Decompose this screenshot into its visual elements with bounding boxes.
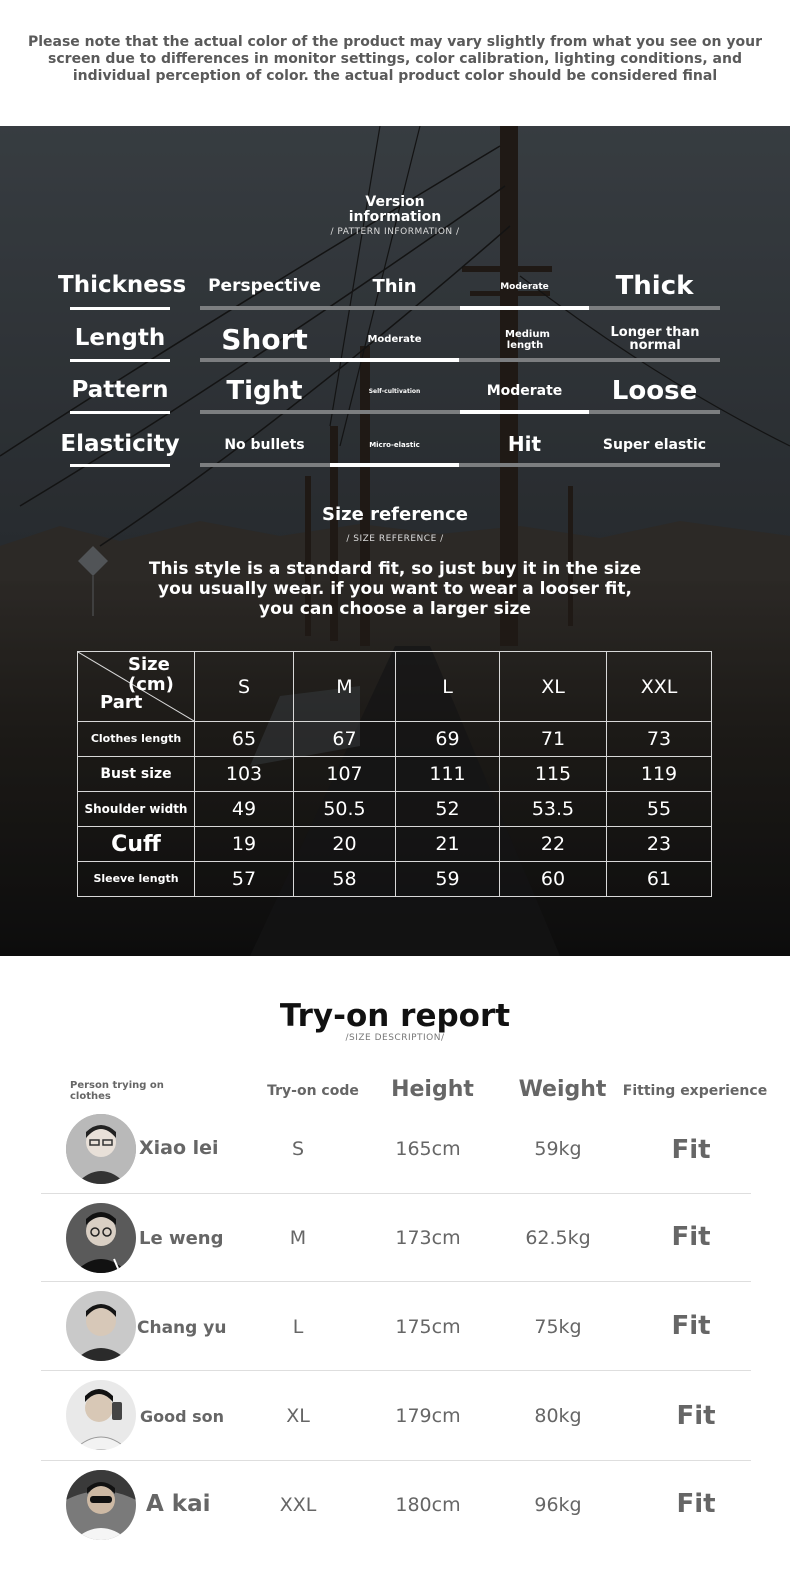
tester-name: Chang yu	[137, 1318, 227, 1338]
attr-label-elasticity: Elasticity	[60, 431, 180, 457]
option-moderate: Moderate	[500, 282, 549, 292]
size-header-cell: XL	[500, 652, 607, 722]
part-cell: Shoulder width	[78, 792, 195, 827]
try-on-report-subtitle: /SIZE DESCRIPTION/	[345, 1033, 445, 1043]
size-chart-table	[77, 651, 712, 897]
option-longer-than-normal: Longer than normal	[610, 325, 700, 353]
row-divider	[41, 1281, 751, 1282]
row-divider	[41, 1370, 751, 1371]
attr-label-thickness: Thickness	[58, 272, 187, 298]
avatar-portrait	[66, 1114, 136, 1184]
value-cell: 61	[607, 862, 712, 897]
size-reference-subtitle: / SIZE REFERENCE /	[346, 534, 444, 544]
option-short: Short	[221, 323, 308, 356]
value-cell: 52	[396, 792, 500, 827]
table-row	[78, 827, 712, 862]
try-on-report-title: Try-on report	[279, 998, 511, 1034]
option-tight: Tight	[226, 376, 303, 406]
table-row	[78, 792, 712, 827]
avatar	[66, 1470, 136, 1540]
avatar-portrait	[66, 1380, 136, 1450]
value-cell: 59	[396, 862, 500, 897]
value-cell: 111	[396, 757, 500, 792]
avatar	[66, 1203, 136, 1273]
attr-underline	[70, 307, 170, 310]
header-weight: Weight	[518, 1077, 607, 1102]
avatar	[66, 1114, 136, 1184]
try-on-code: XL	[286, 1405, 310, 1427]
avatar-portrait	[66, 1203, 136, 1273]
header-height: Height	[391, 1077, 474, 1102]
fit-result: Fit	[671, 1311, 711, 1341]
header-person: Person trying on clothes	[70, 1080, 164, 1102]
value-cell: 50.5	[294, 792, 396, 827]
option-hit: Hit	[507, 432, 542, 456]
version-info-title: Version information	[348, 194, 442, 225]
corner-unit-label: (cm)	[128, 674, 174, 695]
avatar	[66, 1380, 136, 1450]
tester-name: Good son	[140, 1407, 225, 1426]
fit-result: Fit	[671, 1135, 711, 1165]
length-track	[200, 358, 720, 362]
attr-underline	[70, 359, 170, 362]
disclaimer-line: screen due to differences in monitor settings, color calibration, lighting conditions, and	[48, 51, 742, 67]
value-cell: 53.5	[500, 792, 607, 827]
tester-weight: 75kg	[534, 1316, 582, 1338]
value-cell: 69	[396, 722, 500, 757]
header-try-on-code: Try-on code	[267, 1083, 359, 1099]
size-reference-title: Size reference	[322, 504, 468, 525]
value-cell: 19	[195, 827, 294, 862]
tester-height: 165cm	[395, 1138, 461, 1160]
option-loose: Loose	[611, 376, 698, 406]
value-cell: 103	[195, 757, 294, 792]
corner-part-label: Part	[100, 692, 143, 713]
version-info-subtitle: / PATTERN INFORMATION /	[330, 227, 460, 237]
part-cell: Bust size	[78, 757, 195, 792]
attr-label-length: Length	[74, 325, 166, 351]
thickness-selected-indicator	[460, 306, 589, 310]
tester-height: 175cm	[395, 1316, 461, 1338]
avatar-portrait	[66, 1291, 136, 1361]
table-row	[78, 862, 712, 897]
part-cell: Sleeve length	[78, 862, 195, 897]
row-divider	[41, 1193, 751, 1194]
header-fitting-experience: Fitting experience	[622, 1083, 768, 1099]
option-thin: Thin	[372, 276, 417, 297]
option-medium-length: Medium length	[505, 329, 550, 351]
pattern-selected-indicator	[460, 410, 589, 414]
tester-height: 173cm	[395, 1227, 461, 1249]
try-on-code: S	[291, 1138, 305, 1160]
avatar	[66, 1291, 136, 1361]
value-cell: 71	[500, 722, 607, 757]
table-row	[78, 722, 712, 757]
option-super-elastic: Super elastic	[602, 437, 707, 453]
row-divider	[41, 1460, 751, 1461]
option-moderate: Moderate	[486, 383, 563, 399]
value-cell: 107	[294, 757, 396, 792]
value-cell: 49	[195, 792, 294, 827]
try-on-code: M	[289, 1227, 307, 1249]
fit-advice: This style is a standard fit, so just buy it in the size you usually wear. if you want to wear a looser fit, you can choose a larger size	[148, 559, 642, 619]
value-cell: 21	[396, 827, 500, 862]
value-cell: 23	[607, 827, 712, 862]
size-header-cell: XXL	[607, 652, 712, 722]
tester-height: 179cm	[395, 1405, 461, 1427]
tester-weight: 96kg	[534, 1494, 582, 1516]
option-moderate: Moderate	[367, 334, 422, 345]
fit-result: Fit	[676, 1489, 716, 1519]
size-header-row	[78, 652, 712, 722]
tester-name: A kai	[146, 1491, 211, 1517]
tester-name: Le weng	[139, 1228, 224, 1249]
tester-name: Xiao lei	[139, 1137, 219, 1159]
product-info-panel	[0, 126, 790, 956]
length-selected-indicator	[330, 358, 459, 362]
value-cell: 119	[607, 757, 712, 792]
tester-weight: 62.5kg	[525, 1227, 591, 1249]
option-no-bullets: No bullets	[224, 437, 305, 453]
part-cell: Cuff	[78, 827, 195, 862]
color-disclaimer	[20, 34, 770, 85]
fit-result: Fit	[671, 1222, 711, 1252]
value-cell: 58	[294, 862, 396, 897]
part-cell: Clothes length	[78, 722, 195, 757]
size-header-cell: S	[195, 652, 294, 722]
tester-weight: 59kg	[534, 1138, 582, 1160]
size-header-cell: M	[294, 652, 396, 722]
disclaimer-line: Please note that the actual color of the product may vary slightly from what you see on your	[27, 34, 763, 50]
avatar-portrait	[66, 1470, 136, 1540]
attr-label-pattern: Pattern	[71, 377, 169, 403]
attr-underline	[70, 464, 170, 467]
corner-size-label: Size	[128, 654, 170, 675]
try-on-code: XXL	[279, 1494, 317, 1516]
value-cell: 55	[607, 792, 712, 827]
value-cell: 57	[195, 862, 294, 897]
option-thick: Thick	[615, 271, 694, 301]
tester-height: 180cm	[395, 1494, 461, 1516]
value-cell: 60	[500, 862, 607, 897]
fit-result: Fit	[676, 1401, 716, 1431]
value-cell: 67	[294, 722, 396, 757]
option-micro-elastic: Micro-elastic	[369, 441, 420, 449]
value-cell: 20	[294, 827, 396, 862]
elasticity-track	[200, 463, 720, 467]
option-perspective: Perspective	[208, 276, 321, 296]
value-cell: 22	[500, 827, 607, 862]
attr-underline	[70, 411, 170, 414]
size-corner-cell	[78, 652, 195, 722]
elasticity-selected-indicator	[330, 463, 459, 467]
value-cell: 115	[500, 757, 607, 792]
try-on-code: L	[292, 1316, 304, 1338]
disclaimer-line: individual perception of color. the actual product color should be considered final	[72, 68, 718, 84]
value-cell: 65	[195, 722, 294, 757]
size-header-cell: L	[396, 652, 500, 722]
table-row	[78, 757, 712, 792]
value-cell: 73	[607, 722, 712, 757]
tester-weight: 80kg	[534, 1405, 582, 1427]
option-self-cultivation: Self-cultivation	[368, 388, 421, 395]
